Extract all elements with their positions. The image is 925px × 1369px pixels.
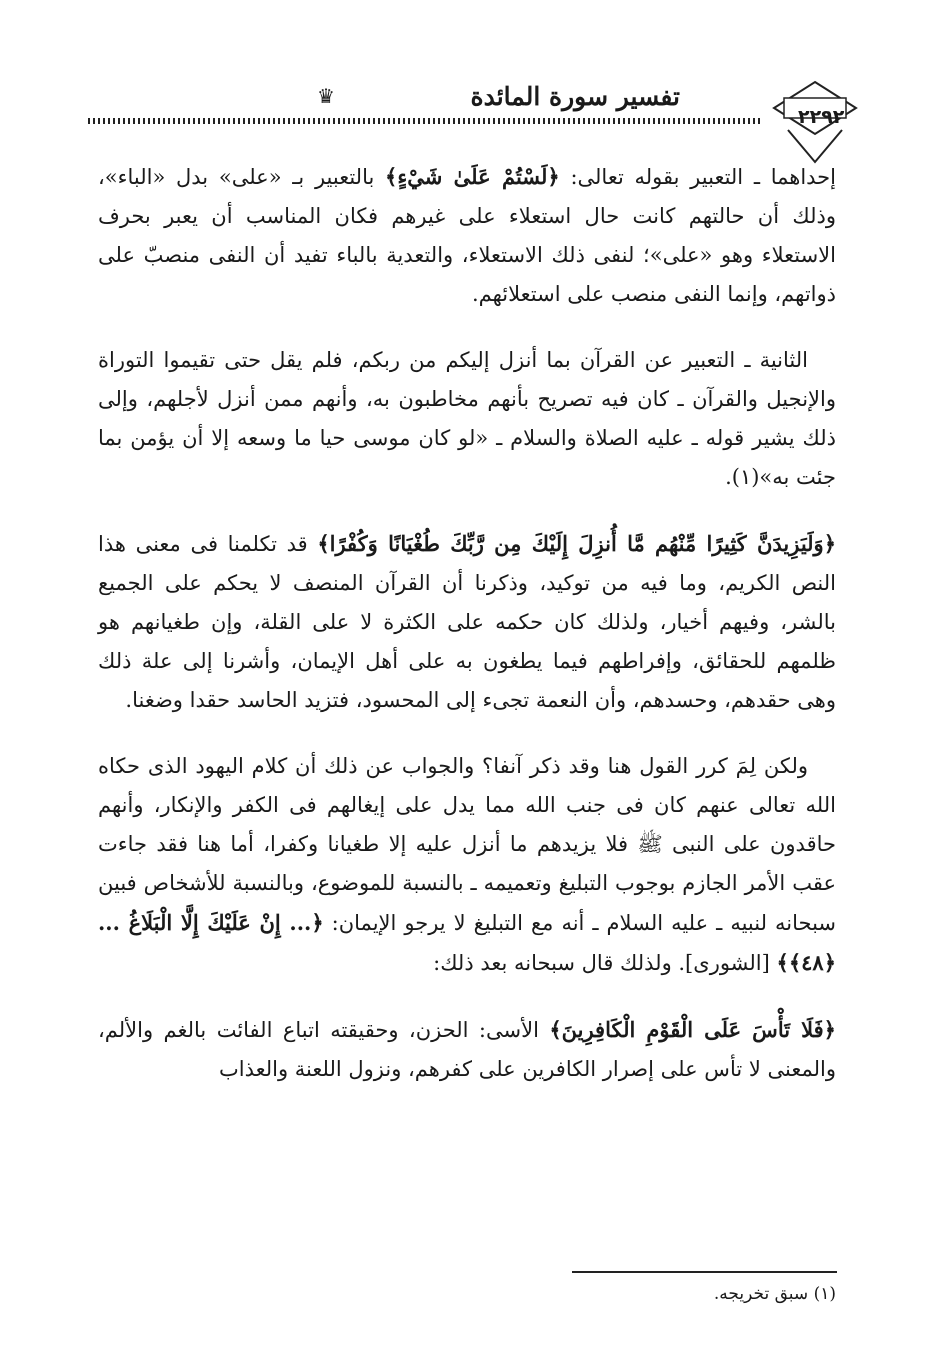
body-text: [98, 157, 836, 1116]
footnote: (١) سبق تخريجه.: [713, 1284, 836, 1304]
paragraph-text: الثانية ـ التعبير عن القرآن بما أنزل إليكم من ربكم، فلم يقل حتى تقيموا التوراة والإنجيل والقرآن ـ كان فيه تصريح بأنهم مخاطبون به، وأنهم ممن أنزل لأجلهم، وإلى ذلك يشير قوله ـ عليه الصلاة والسلام ـ «لو كان موسى حيا ما وسعه إلا أن يؤمن بما جئت به»(١).: [98, 348, 836, 489]
paragraph-text: إحداهما ـ التعبير بقوله تعالى:: [559, 165, 836, 189]
paragraph-text: قد تكلمنا فى معنى هذا النص الكريم، وما فيه من توكيد، وذكرنا أن القرآن المنصف لا يحكم على الجميع بالشر، وفيهم أخيار، ولذلك كان حكمه على الكثرة لا على القلة، وإن طغيانهم هو ظلمهم للحقائق، وإفراطهم فيما يطغون به على أهل الإيمان، وأشرنا إلى علة ذلك وهى حقدهم، وحسدهم، وأن النعمة تجىء إلى المحسود، فتزيد الحاسد حقدا وضغنا.: [98, 532, 836, 712]
crown-ornament-icon: ♛: [317, 84, 335, 108]
paragraph: [98, 747, 836, 983]
paragraph-text: الأسى: الحزن، وحقيقته اتباع الفائت بالغم والألم، والمعنى لا تأس على إصرار الكافرين على كفرهم، ونزول اللعنة والعذاب: [98, 1018, 836, 1081]
paragraph: [98, 524, 836, 720]
paragraph: [98, 1010, 836, 1089]
paragraph: [98, 341, 836, 497]
quran-verse: ﴿... إِنْ عَلَيْكَ إِلَّا الْبَلَاغُ ... ﴿٤٨﴾﴾: [98, 910, 836, 975]
paragraph: [98, 157, 836, 314]
page-number: ٢٢٩٢: [798, 106, 845, 128]
quran-verse: ﴿وَلَيَزِيدَنَّ كَثِيرًا مِّنْهُم مَّا أُنزِلَ إِلَيْكَ مِن رَّبِّكَ طُغْيَانًا وَكُفْرًا﴾: [317, 531, 837, 556]
paragraph-text: بالتعبير بـ «على» بدل «الباء»، وذلك أن حالتهم كانت حال استعلاء على غيرهم فكان المناسب أن يعبر بحرف الاستعلاء وهو «على»؛ لنفى ذلك الاستعلاء، والتعدية بالباء تفيد أن النفى منصبّ على ذواتهم، وإنما النفى منصب على استعلائهم.: [98, 165, 836, 306]
quran-verse: ﴿لَسْتُمْ عَلَىٰ شَيْءٍ﴾: [385, 164, 560, 189]
header-rule: [88, 118, 760, 124]
running-title: تفسير سورة المائدة: [470, 82, 680, 111]
quran-verse: ﴿فَلَا تَأْسَ عَلَى الْقَوْمِ الْكَافِرِينَ﴾: [549, 1017, 836, 1042]
paragraph-text: [الشورى]. ولذلك قال سبحانه بعد ذلك:: [433, 951, 777, 975]
footnote-rule: [572, 1271, 837, 1273]
paragraph-text: ولكن لِمَ كرر القول هنا وقد ذكر آنفا؟ والجواب عن ذلك أن كلام اليهود الذى حكاه الله تعالى عنهم كان فى جنب الله مما يدل على إيغالهم فى الكفر والإنكار، وأنهم حاقدون على النبى ﷺ فلا يزيدهم ما أنزل عليه إلا طغيانا وكفرا، أما هنا فقد جاءت عقب الأمر الجازم بوجوب التبليغ وتعميمه ـ بالنسبة للموضوع، وبالنسبة للأشخاص فبين سبحانه لنبيه ـ عليه السلام ـ أنه مع التبليغ لا يرجو الإيمان:: [98, 754, 836, 935]
page-header: [80, 70, 860, 170]
